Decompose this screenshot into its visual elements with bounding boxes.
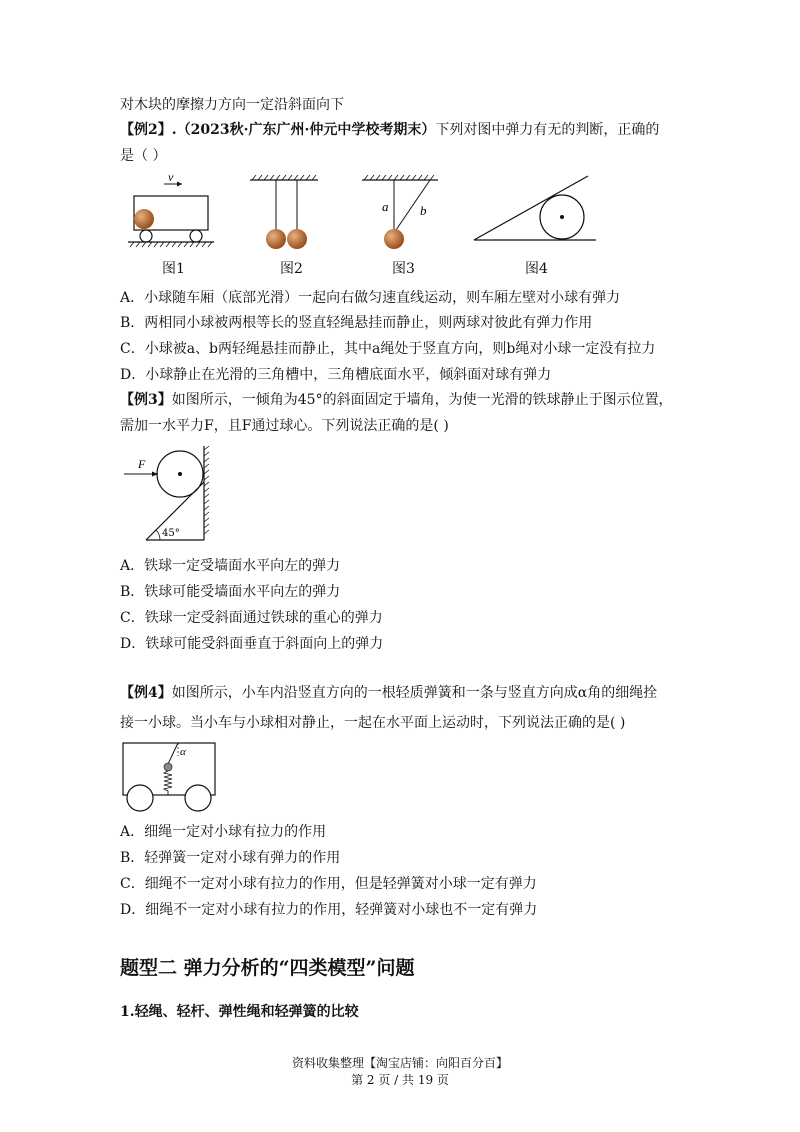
example-3-tag: 【例3】 [120,392,172,408]
example-4-option-a[interactable]: A．细绳一定对小球有拉力的作用 [120,824,327,840]
example-4-stem [120,684,657,702]
example-2-stem-cont: 是（ ） [120,148,167,164]
example-4-stem-cont: 接一小球。当小车与小球相对静止，一起在水平面上运动时，下列说法正确的是( ) [120,715,626,731]
rope-a-label: a [382,199,389,214]
intro-line: 对木块的摩擦力方向一定沿斜面向下 [120,97,344,113]
figure-example-4-cart-spring [120,740,220,812]
example-2-option-b[interactable]: B．两相同小球被两根等长的竖直轻绳悬挂而静止，则两球对彼此有弹力作用 [120,315,593,331]
ball-icon [134,209,154,229]
angle-label: 45° [162,528,180,539]
velocity-label: v [168,170,174,184]
ball-icon [164,763,172,771]
example-2-tag: 【例2】 [120,122,172,138]
example-3-question: 如图所示，一倾角为45°的斜面固定于墙角，为使一光滑的铁球静止于图示位置， [171,392,673,408]
example-3-option-d[interactable]: D．铁球可能受斜面垂直于斜面向上的弹力 [120,636,384,652]
spring-icon [164,771,172,795]
example-2-question: 下列对图中弹力有无的判断，正确的 [435,122,660,138]
figure-4-triangle-groove [472,172,602,252]
example-4-option-c[interactable]: C．细绳不一定对小球有拉力的作用，但是轻弹簧对小球一定有弹力 [120,876,537,892]
footer-page-number: 第 2 页 / 共 19 页 [351,1073,449,1087]
example-4-option-b[interactable]: B．轻弹簧一定对小球有弹力的作用 [120,850,341,866]
figure-2-hanging-balls [248,172,328,252]
ball-icon [287,229,307,249]
example-2-stem [120,121,659,139]
ball-icon [266,229,286,249]
example-4-option-d[interactable]: D．细绳不一定对小球有拉力的作用，轻弹簧对小球也不一定有弹力 [120,902,538,918]
example-2-option-d[interactable]: D．小球静止在光滑的三角槽中，三角槽底面水平，倾斜面对球有弹力 [120,367,552,383]
figure-2-caption: 图2 [280,261,303,277]
example-3-option-c[interactable]: C．铁球一定受斜面通过铁球的重心的弹力 [120,610,383,626]
example-2-source: .（2023秋·广东广州·仲元中学校考期末） [171,122,436,138]
figure-1-cart [120,172,220,252]
figure-4-caption: 图4 [525,261,548,277]
force-f-label: F [138,457,146,471]
figure-3-two-ropes [360,172,450,252]
alpha-label: α [180,746,186,758]
example-4-tag: 【例4】 [120,685,172,701]
example-3-option-b[interactable]: B．铁球可能受墙面水平向左的弹力 [120,584,341,600]
subsection-title: 1.轻绳、轻杆、弹性绳和轻弹簧的比较 [120,1004,359,1020]
ball-icon [384,229,404,249]
example-3-option-a[interactable]: A．铁球一定受墙面水平向左的弹力 [120,558,341,574]
footer-shop: 资料收集整理【淘宝店铺：向阳百分百】 [291,1056,508,1070]
figure-1-caption: 图1 [162,261,185,277]
example-3-stem [120,391,673,409]
example-2-option-a[interactable]: A．小球随车厢（底部光滑）一起向右做匀速直线运动，则车厢左壁对小球有弹力 [120,290,621,306]
rope-b-label: b [420,203,427,218]
example-2-option-c[interactable]: C．小球被a、b两轻绳悬挂而静止，其中a绳处于竖直方向，则b绳对小球一定没有拉力 [120,341,656,357]
figure-3-caption: 图3 [392,261,415,277]
figure-example-3-wedge [120,444,220,544]
example-4-question: 如图所示，小车内沿竖直方向的一根轻质弹簧和一条与竖直方向成α角的细绳拴 [171,685,658,701]
example-3-stem-cont: 需加一水平力F，且F通过球心。下列说法正确的是( ) [120,418,449,434]
section-title: 题型二 弹力分析的“四类模型”问题 [120,957,415,979]
